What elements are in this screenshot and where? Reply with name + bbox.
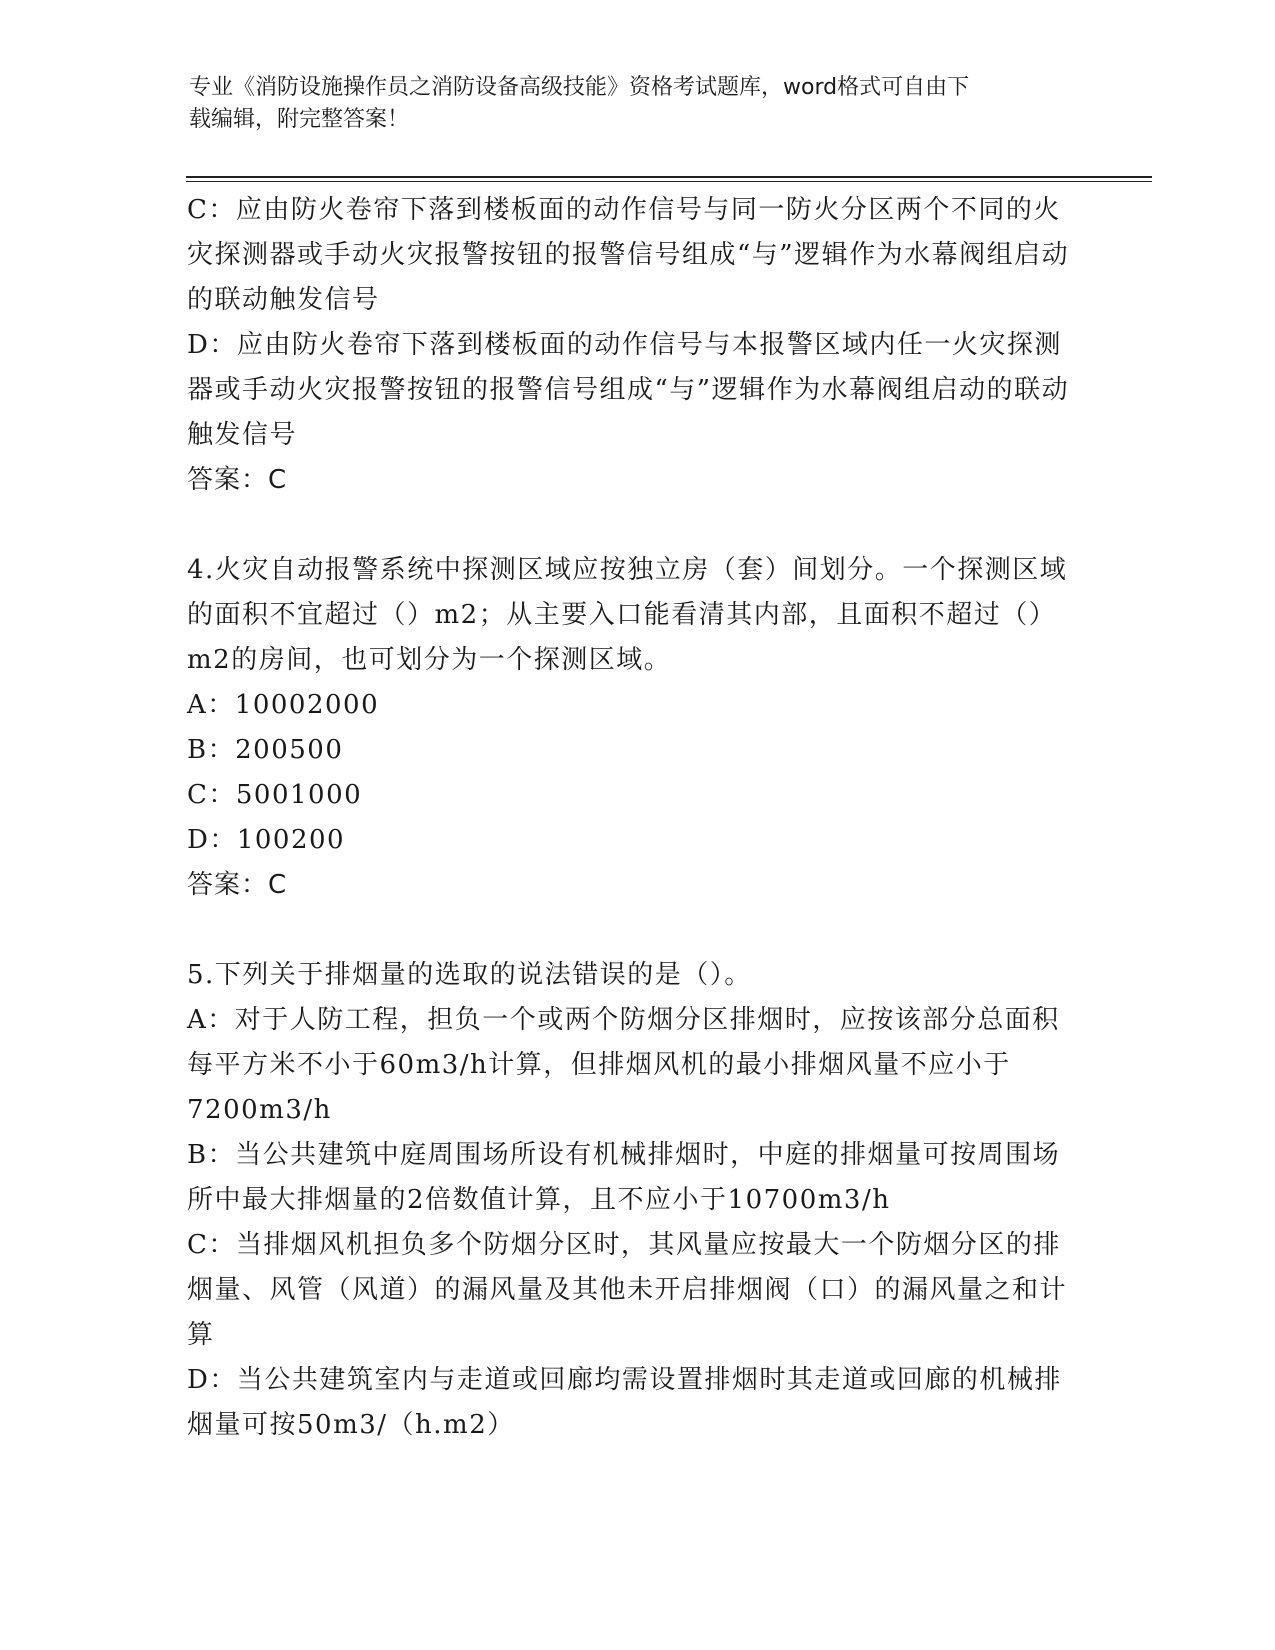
header-divider-thick xyxy=(186,176,1152,178)
q5-option-b: B：当公共建筑中庭周围场所设有机械排烟时，中庭的排烟量可按周围场所中最大排烟量的2倍数值计算，且不应小于10700m3/h xyxy=(187,1140,1061,1215)
q4-option-d: D：100200 xyxy=(187,825,346,855)
q3-option-c: C：应由防火卷帘下落到楼板面的动作信号与同一防火分区两个不同的火灾探测器或手动火灾报警按钮的报警信号组成“与”逻辑作为水幕阀组启动的联动触发信号 xyxy=(187,195,1070,315)
document-body xyxy=(187,188,1077,1448)
q5-option-d: D：当公共建筑室内与走道或回廊均需设置排烟时其走道或回廊的机械排烟量可按50m3/（h.m2） xyxy=(187,1365,1062,1440)
spacer xyxy=(187,503,1077,548)
q4-answer: 答案：C xyxy=(187,870,288,900)
q4-option-b: B：200500 xyxy=(187,735,344,765)
q4-option-c: C：5001000 xyxy=(187,780,363,810)
q3-answer: 答案：C xyxy=(187,465,288,495)
header-divider-thin xyxy=(186,181,1152,182)
q5-option-c: C：当排烟风机担负多个防烟分区时，其风量应按最大一个防烟分区的排烟量、风管（风道）的漏风量及其他未开启排烟阀（口）的漏风量之和计算 xyxy=(187,1230,1068,1350)
spacer xyxy=(187,908,1077,953)
q4-option-a: A：10002000 xyxy=(187,690,380,720)
page-header: 专业《消防设施操作员之消防设备高级技能》资格考试题库，word格式可自由下 载编辑，附完整答案！ xyxy=(189,75,970,132)
q5-stem: 5.下列关于排烟量的选取的说法错误的是（）。 xyxy=(187,960,752,990)
q4-stem: 4.火灾自动报警系统中探测区域应按独立房（套）间划分。一个探测区域的面积不宜超过（）m2；从主要入口能看清其内部，且面积不超过（）m2的房间，也可划分为一个探测区域。 xyxy=(187,555,1068,675)
q3-option-d: D：应由防火卷帘下落到楼板面的动作信号与本报警区域内任一火灾探测器或手动火灾报警按钮的报警信号组成“与”逻辑作为水幕阀组启动的联动触发信号 xyxy=(187,330,1070,450)
q5-option-a: A：对于人防工程，担负一个或两个防烟分区排烟时，应按该部分总面积每平方米不小于60m3/h计算，但排烟风机的最小排烟风量不应小于7200m3/h xyxy=(187,1005,1060,1125)
